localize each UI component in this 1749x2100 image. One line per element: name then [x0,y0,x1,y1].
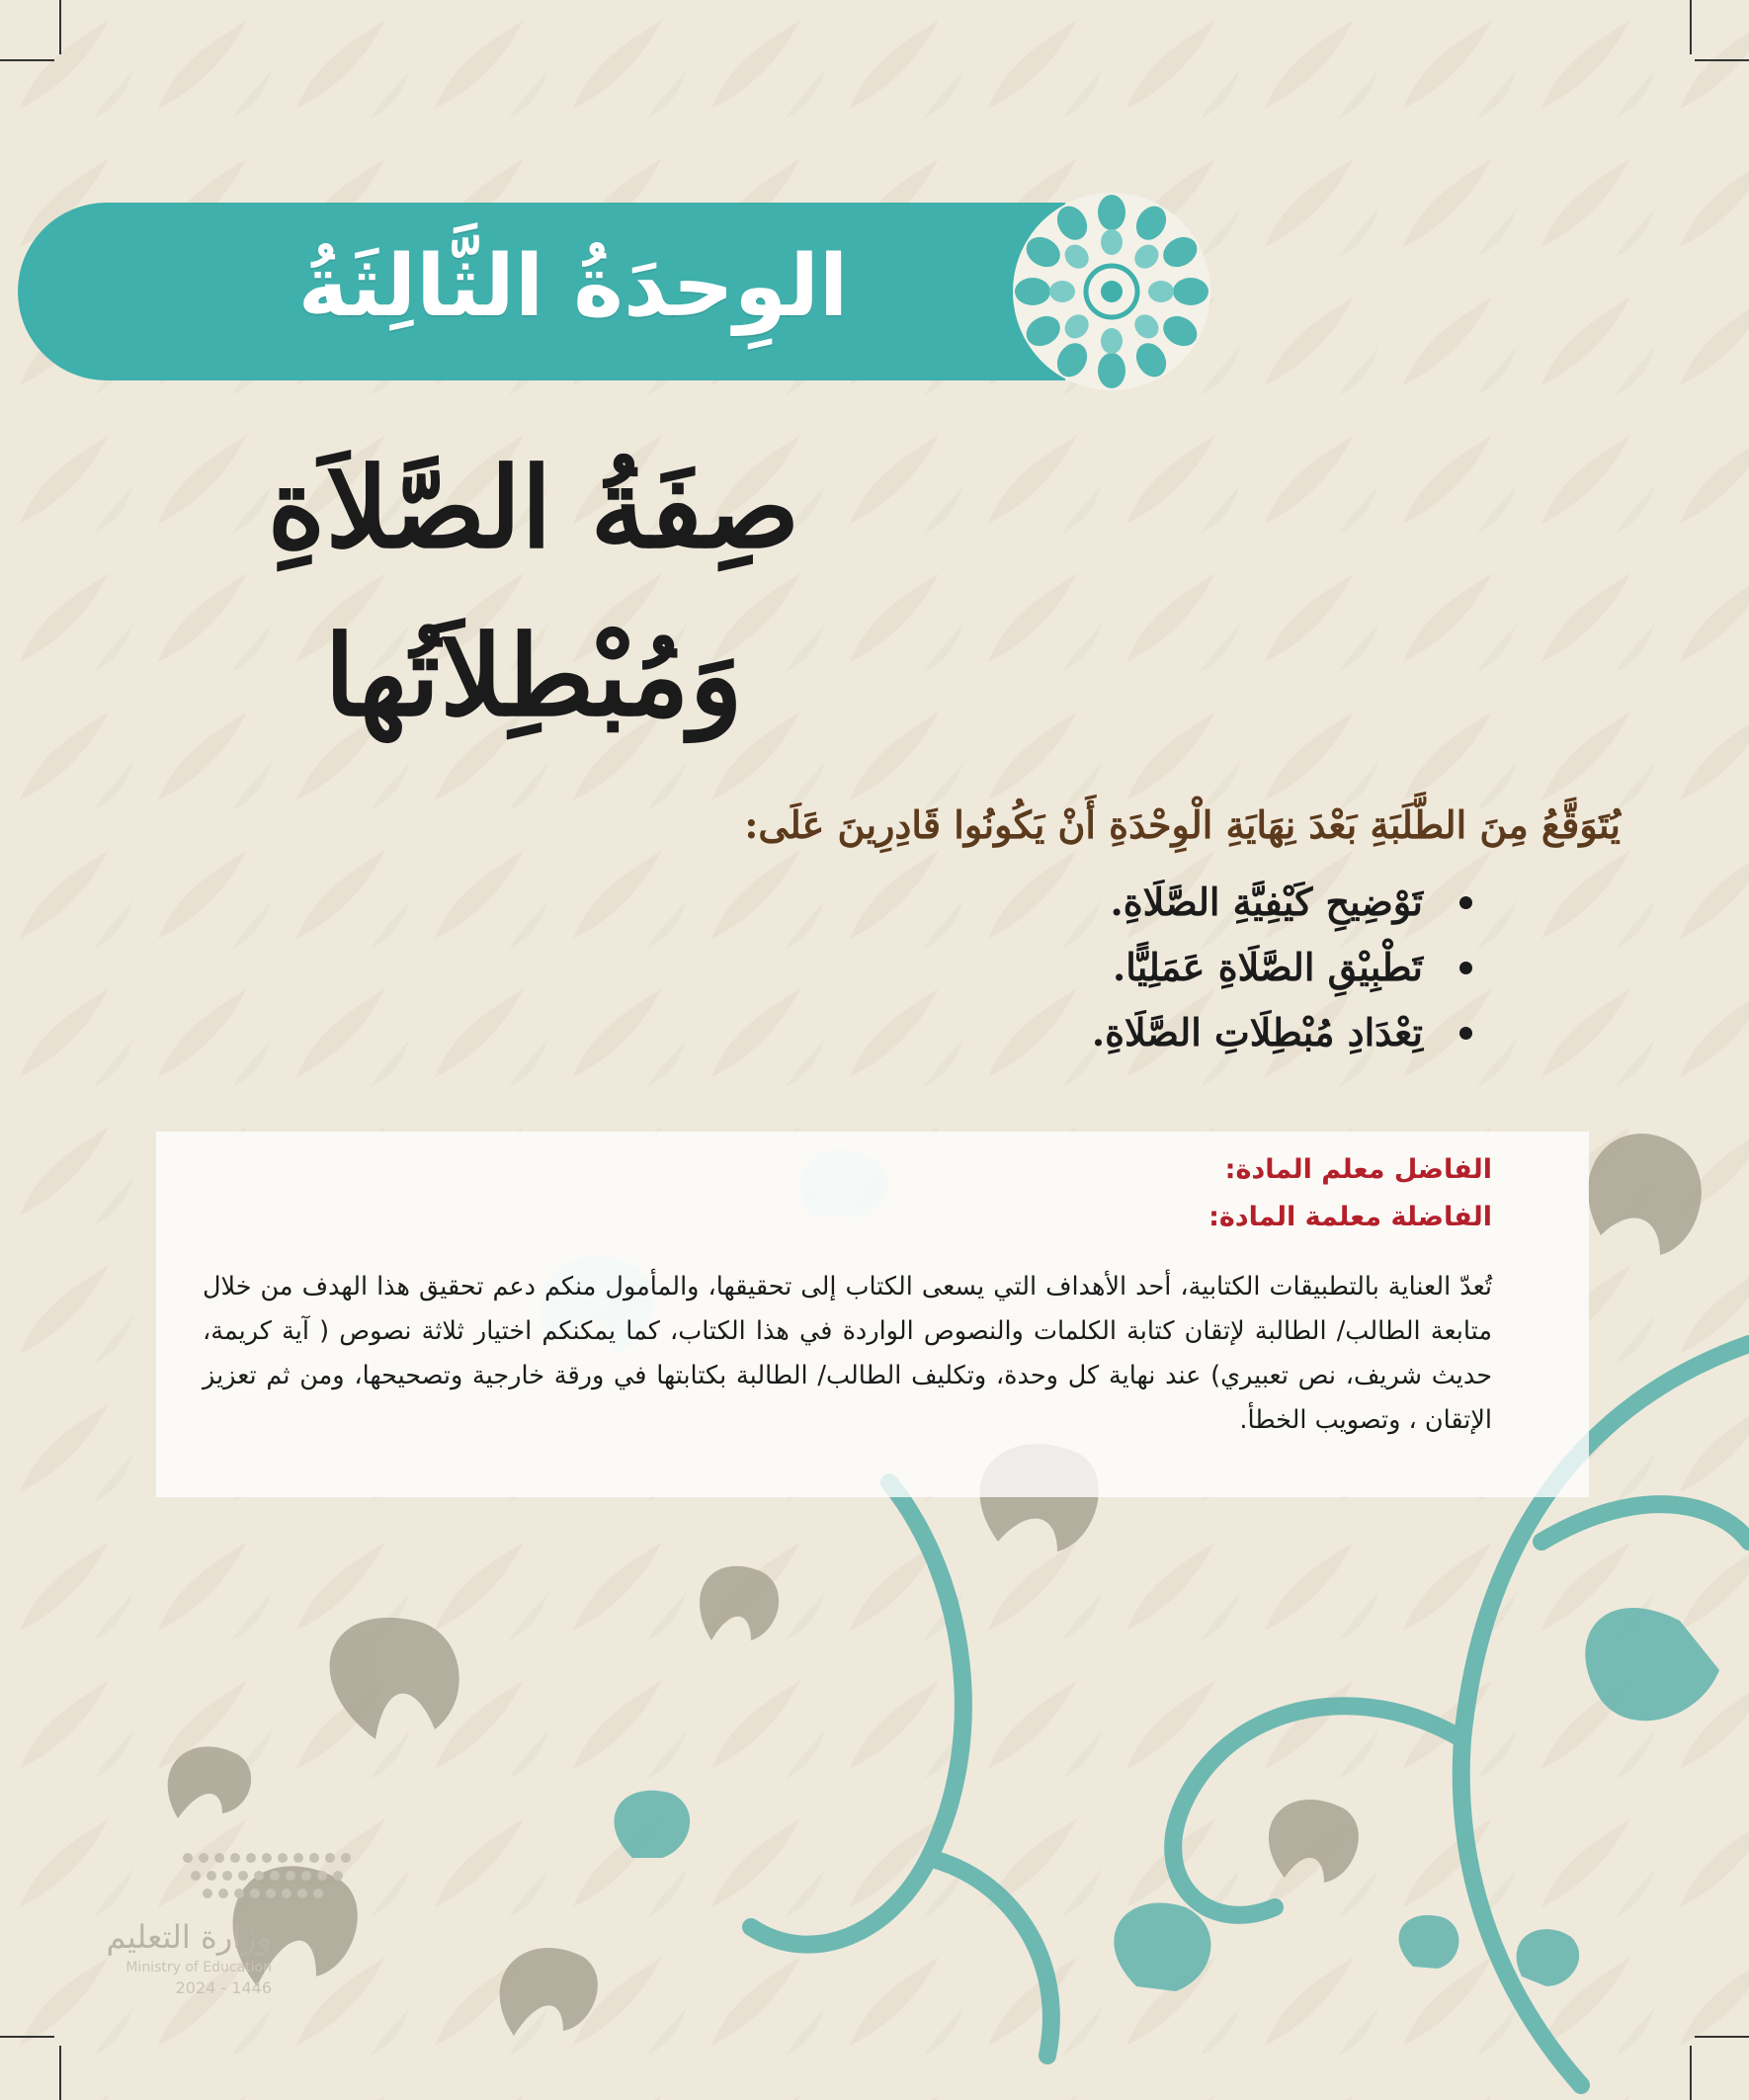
objective-text: تَطْبِيْقِ الصَّلَاةِ عَمَلِيًّا. [1112,945,1423,989]
lesson-title [148,425,919,761]
objective-text: تِعْدَادِ مُبْطِلَاتِ الصَّلَاةِ. [1091,1010,1423,1054]
logo-arabic-text: وزارة التعليم [106,1918,272,1956]
unit-label: الوِحدَةُ الثَّالِثَةُ [297,237,849,336]
salutation-male: الفاضل معلم المادة: [1224,1154,1492,1185]
list-item [889,1000,1472,1065]
objective-text: تَوْضِيحِ كَيْفِيَّةِ الصَّلَاةِ. [1110,880,1423,924]
crop-mark [59,2046,61,2100]
crop-mark [0,2036,54,2038]
crop-mark [1695,59,1749,61]
bullet-icon [1459,1027,1472,1040]
lesson-title-line-1: صِفَةُ الصَّلاَةِ [267,444,800,573]
lesson-title-line-2: وَمُبْطِلاَتُها [324,612,743,741]
teacher-note-body: تُعدّ العناية بالتطبيقات الكتابية، أحد الأهداف التي يسعى الكتاب إلى تحقيقها، والمأمول منكم دعم تحقيق هذا الهدف من خلال متابعة الطالب/ الطالبة لإتقان كتابة الكلمات والنصوص الواردة في هذا الكتاب، كما يمكنكم اختيار ثلاثة نصوص ( آية كريمة، حديث شريف، نص تعبيري) عند نهاية كل وحدة، وتكليف الطالب/ الطالبة بكتابتها في ورقة خارجية وتصحيحها، ومن ثم تعزيز الإتقان ، وتصويب الخطأ. [203,1272,1492,1435]
logo-years-text: 2024 - 1446 [175,1978,272,1997]
bullet-icon [1459,896,1472,909]
list-item [889,870,1472,935]
crop-mark [0,59,54,61]
logo-english-text: Ministry of Education [125,1960,272,1975]
objectives-list [889,870,1472,1065]
logo-dots-icon [178,1848,356,1907]
salutation-female: الفاضلة معلمة المادة: [1208,1202,1492,1232]
objectives-intro: يُتَوَقَّعُ مِنَ الطَّلَبَةِ بَعْدَ نِهَايَةِ الْوِحْدَةِ أَنْ يَكُونُوا قَادِرِينَ عَلَى: [744,802,1621,847]
list-item [889,935,1472,1000]
crop-mark [59,0,61,54]
ministry-logo [99,1848,356,2036]
bullet-icon [1459,962,1472,974]
teacher-note-salutation [1136,1146,1492,1241]
crop-mark [1690,0,1692,54]
crop-mark [1690,2046,1692,2100]
rosette-ornament-icon [1008,188,1215,395]
crop-mark [1695,2036,1749,2038]
